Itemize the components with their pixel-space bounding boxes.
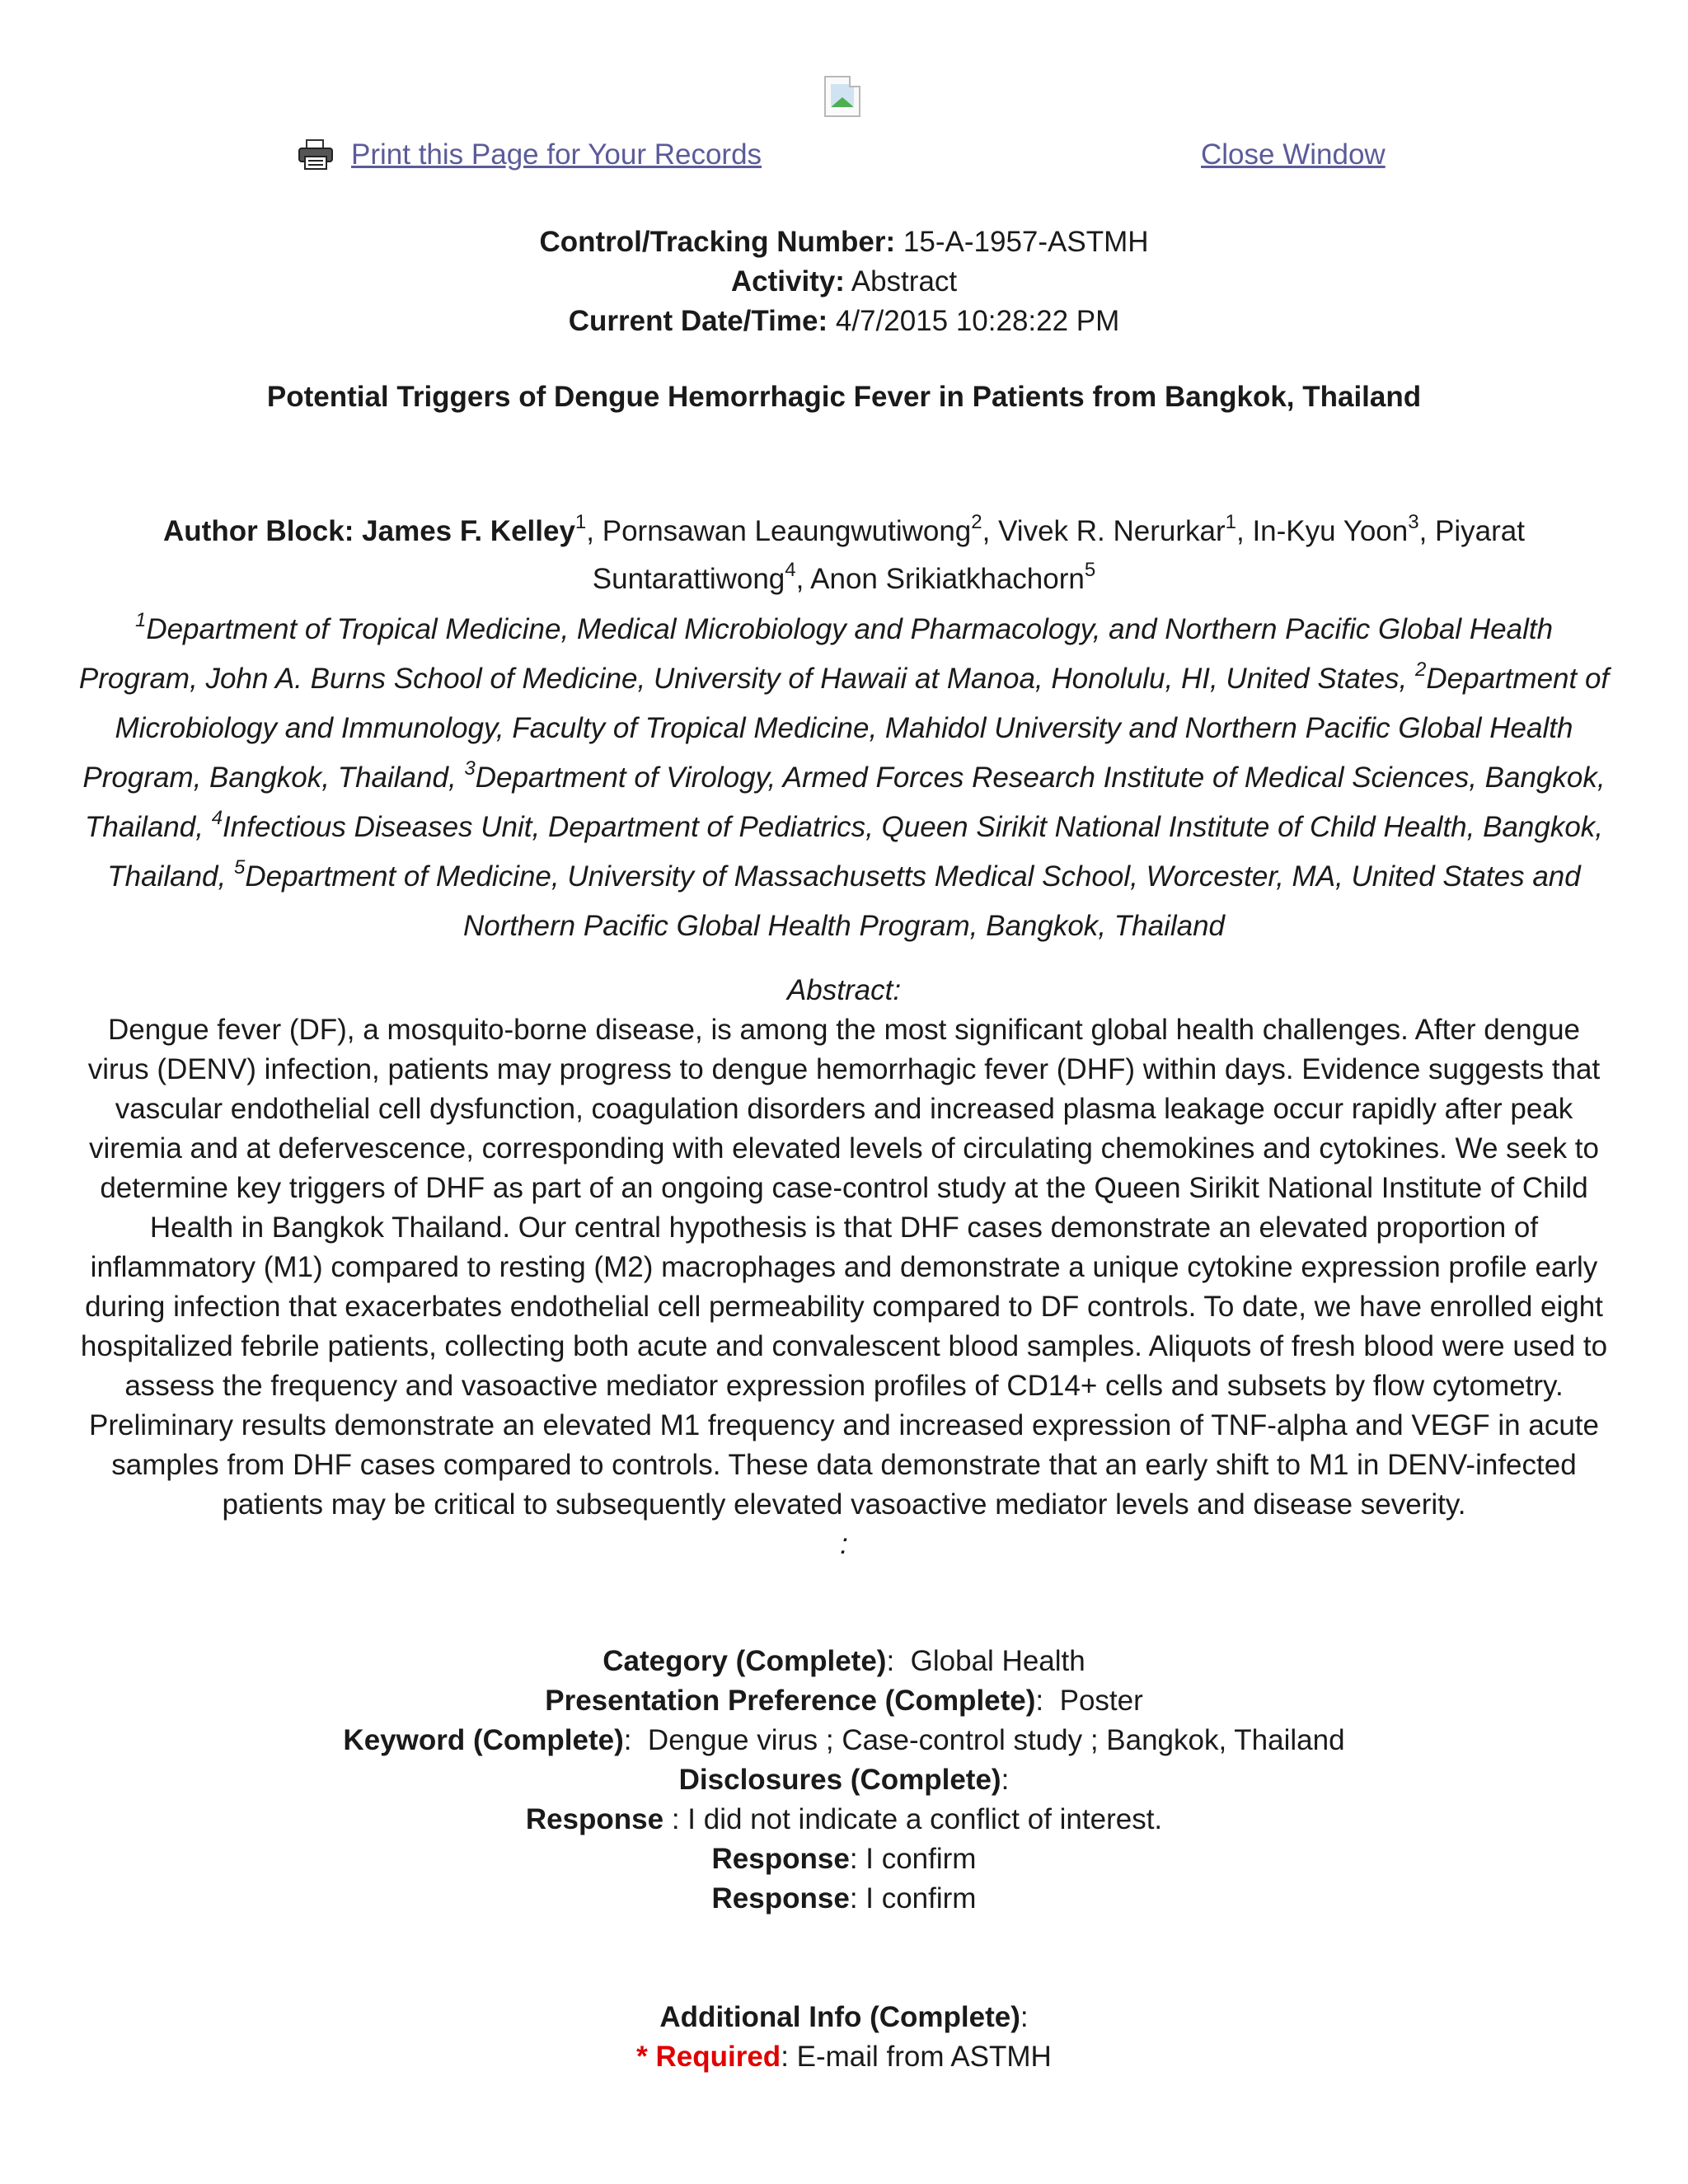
affiliation-text: Department of Virology, Armed Forces Research Institute of Medical Sciences, Bangkok, Thailand, [84,762,1606,843]
tracking-label: Control/Tracking Number: [539,226,896,258]
printer-icon [297,138,335,171]
abstract-body: Dengue fever (DF), a mosquito-borne disease, is among the most significant global health challenges. After dengue virus (DENV) infection, patients may progress to dengue hemorrhagic fever (DHF) within days. Evidence suggests that vascular endothelial cell dysfunction, coagulation disorders and increased plasma leakage occur rapidly after peak viremia and at defervescence, corresponding with elevated levels of circulating chemokines and cytokines. We seek to determine key triggers of DHF as part of an ongoing case-control study at the Queen Sirikit National Institute of Child Health in Bangkok Thailand. Our central hypothesis is that DHF cases demonstrate an elevated proportion of inflammatory (M1) compared to resting (M2) macrophages and demonstrate a unique cytokine expression profile early during infection that exacerbates endothelial cell permeability compared to DF controls. To date, we have enrolled eight hospitalized febrile patients, collecting both acute and convalescent blood samples. Aliquots of fresh blood were used to assess the frequency and vasoactive mediator expression profiles of CD14+ cells and subsets by flow cytometry. Preliminary results demonstrate an elevated M1 frequency and increased expression of TNF-alpha and VEGF in acute samples from DHF cases compared to controls. These data demonstrate that an early shift to M1 in DENV-infected patients may be critical to subsequently elevated vasoactive mediator levels and disease severity. [80,1014,1608,1521]
response-sep: : [849,1843,866,1875]
author-block: Author Block: James F. Kelley$^1$, Pornsawan Leaungwutiwong$^2$, Vivek R. Nerurkar$^1$, In-Kyu Yoon$^3$, Piyarat Suntarattiwong$^4$, Anon Srikiatkhachorn$^5$ [163,511,1525,595]
additional-info: Additional Info (Complete): * Required: E-mail from ASTMH [636,2001,1052,2073]
abstract-trailer: : [840,1528,848,1560]
response-label: Response [525,1803,664,1835]
datetime-label: Current Date/Time: [568,305,828,337]
print-page-link[interactable] [297,138,762,171]
author-name: Vivek R. Nerurkar [998,515,1226,547]
print-page-label[interactable]: Print this Page for Your Records [351,138,762,171]
response-label: Response [711,1882,850,1915]
response-row [0,1879,1688,1919]
keyword-label: Keyword (Complete) [343,1724,624,1756]
toolbar [297,138,1393,175]
affiliation-sup: 5 [233,856,246,879]
presentation-label: Presentation Preference (Complete) [545,1685,1036,1717]
additional-label: Additional Info (Complete) [659,2001,1020,2033]
submission-fields: Category (Complete): Global Health Presentation Preference (Complete): Poster Keyword (Complete): Dengue virus ; Case-control study ; Bangkok, Thailand Disclosures (Complete): Response : I did not indicate a conflict of interest. Response: I confirm Response: I confirm [0,1642,1688,1919]
author-sup: 2 [971,511,982,534]
author-block-label: Author Block: [163,515,354,547]
submission-meta [0,223,1688,341]
response-value: I did not indicate a conflict of interest. [687,1803,1163,1835]
tracking-value: 15-A-1957-ASTMH [903,226,1149,258]
response-label: Response [711,1843,850,1875]
affiliation-text: Department of Tropical Medicine, Medical Microbiology and Pharmacology, and Northern Pacific Global Health Program, John A. Burns School of Medicine, University of Hawaii at Manoa, Honolulu, HI, United States, [78,613,1554,695]
author-sup: 5 [1084,559,1096,582]
abstract-section [78,971,1610,1564]
affiliation-sup: 2 [1415,658,1427,682]
disclosures-label: Disclosures (Complete) [678,1764,1001,1796]
author-name: James F. Kelley [362,515,575,547]
abstract-title: Potential Triggers of Dengue Hemorrhagic Fever in Patients from Bangkok, Thailand [266,381,1422,413]
author-name: Piyarat Suntarattiwong [592,515,1525,595]
affiliations [74,605,1614,951]
activity-label: Activity: [730,265,845,298]
broken-image-icon [824,76,860,117]
category-value: Global Health [910,1645,1085,1677]
response-value: I confirm [865,1843,977,1875]
response-row [0,1800,1688,1840]
activity-value: Abstract [851,265,958,298]
response-sep: : [849,1882,866,1915]
required-label: * Required [636,2041,781,2073]
affiliation-sup: 3 [464,757,476,780]
affiliation-text: Infectious Diseases Unit, Department of Pediatrics, Queen Sirikit National Institute of Child Health, Bangkok, Thailand, [107,811,1604,893]
author-name: Anon Srikiatkhachorn [810,563,1085,595]
author-sup: 1 [574,511,587,534]
required-value: E-mail from ASTMH [796,2041,1052,2073]
datetime-value: 4/7/2015 10:28:22 PM [835,305,1120,337]
author-name: Pornsawan Leaungwutiwong [602,515,972,547]
affiliation-sup: 1 [134,609,147,632]
category-label: Category (Complete) [603,1645,887,1677]
presentation-value: Poster [1059,1685,1143,1717]
affiliation-text: Department of Medicine, University of Massachusetts Medical School, Worcester, MA, United States and Northern Pacific Global Health Program, Bangkok, Thailand [245,860,1581,942]
response-value: I confirm [865,1882,977,1915]
author-name: In-Kyu Yoon [1252,515,1409,547]
abstract-heading: Abstract: [786,974,902,1006]
keyword-value: Dengue virus ; Case-control study ; Bangkok, Thailand [647,1724,1345,1756]
affiliation-text: Department of Microbiology and Immunology, Faculty of Tropical Medicine, Mahidol University and Northern Pacific Global Health Program, Bangkok, Thailand, [82,663,1610,794]
author-sup: 3 [1408,511,1419,534]
author-sup: 1 [1225,511,1236,534]
response-row [0,1840,1688,1879]
close-window-link[interactable]: Close Window [1201,138,1386,171]
affiliation-sup: 4 [211,807,223,830]
author-sup: 4 [785,559,796,582]
response-sep: : [663,1803,688,1835]
